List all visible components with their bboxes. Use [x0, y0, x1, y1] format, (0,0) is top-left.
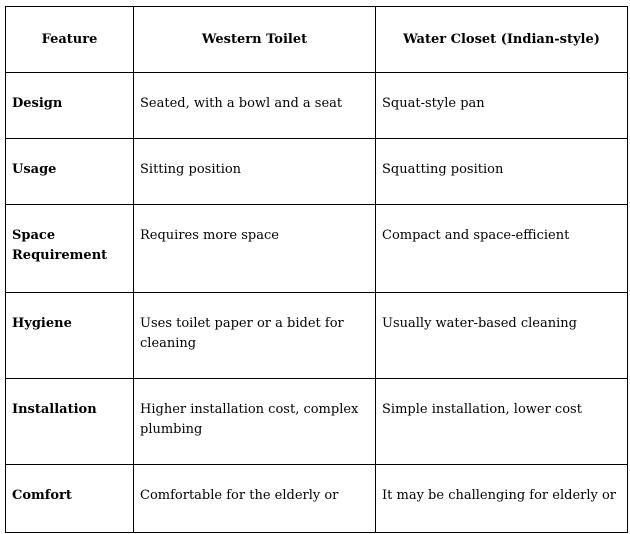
table-row	[6, 379, 628, 465]
western-cell: Seated, with a bowl and a seat	[134, 73, 376, 139]
comparison-table	[5, 6, 628, 533]
western-cell: Higher installation cost, complex plumbing	[134, 379, 376, 465]
header-row	[6, 7, 628, 73]
feature-cell: Comfort	[6, 465, 134, 533]
indian-cell: It may be challenging for elderly or	[376, 465, 628, 533]
indian-cell: Compact and space-efficient	[376, 205, 628, 293]
indian-cell: Simple installation, lower cost	[376, 379, 628, 465]
western-cell: Requires more space	[134, 205, 376, 293]
western-cell: Comfortable for the elderly or	[134, 465, 376, 533]
header-water-closet: Water Closet (Indian-style)	[376, 7, 628, 73]
table-row	[6, 205, 628, 293]
table-row	[6, 73, 628, 139]
header-feature: Feature	[6, 7, 134, 73]
table-row	[6, 465, 628, 533]
indian-cell: Squat-style pan	[376, 73, 628, 139]
header-western-toilet: Western Toilet	[134, 7, 376, 73]
indian-cell: Usually water-based cleaning	[376, 293, 628, 379]
indian-cell: Squatting position	[376, 139, 628, 205]
feature-cell: Design	[6, 73, 134, 139]
western-cell: Uses toilet paper or a bidet for cleaning	[134, 293, 376, 379]
feature-cell: Installation	[6, 379, 134, 465]
feature-cell: Usage	[6, 139, 134, 205]
feature-cell: Hygiene	[6, 293, 134, 379]
table-row	[6, 293, 628, 379]
western-cell: Sitting position	[134, 139, 376, 205]
feature-cell: Space Requirement	[6, 205, 134, 293]
table-row	[6, 139, 628, 205]
